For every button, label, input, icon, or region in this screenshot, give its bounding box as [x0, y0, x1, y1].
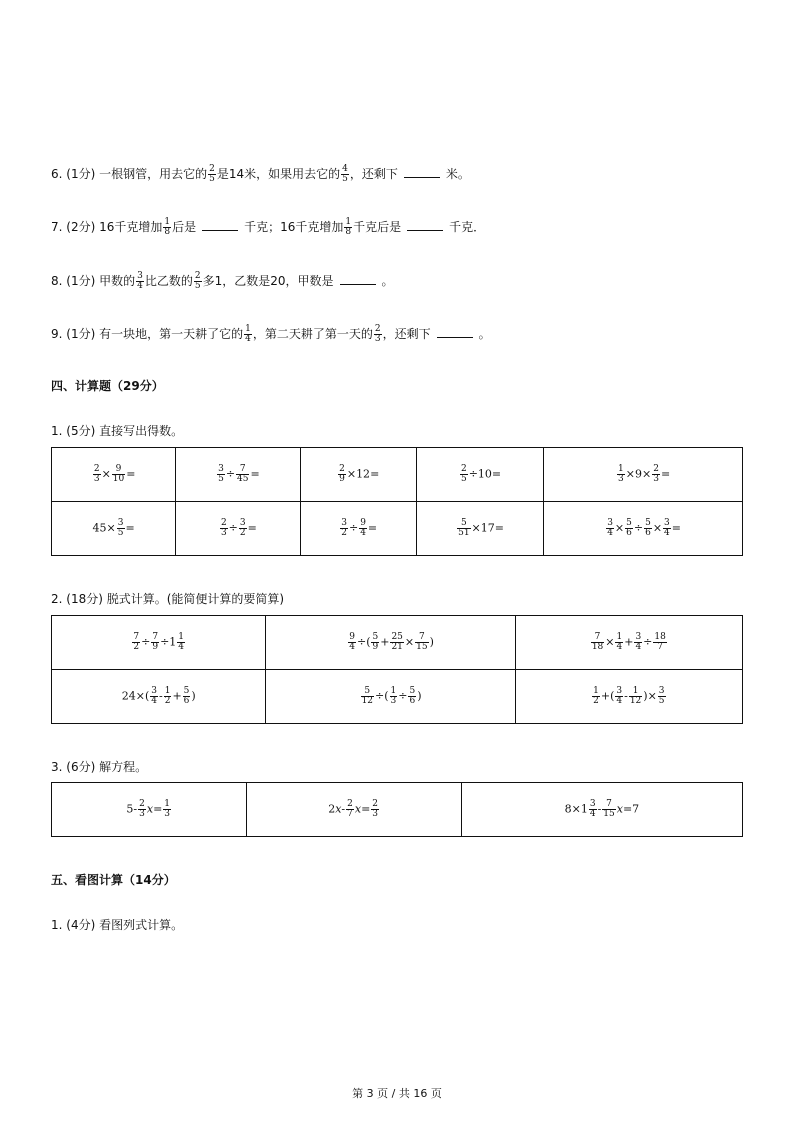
calc-cell: $\frac{3}{2}$ ÷ $\frac{9}{4}$ = — [300, 502, 416, 556]
equation-table — [51, 782, 743, 837]
question-text: 甲数的 — [99, 274, 136, 288]
question-number: 1. — [51, 918, 63, 932]
question-9 — [51, 325, 491, 344]
calc-cell: $\frac{3}{5}$ ÷ $\frac{7}{45}$ = — [176, 448, 300, 502]
question-text: 是14米，如果用去它的 — [216, 167, 341, 181]
question-text: 一根钢管，用去它的 — [99, 167, 208, 181]
question-text: 直接写出得数。 — [99, 424, 184, 438]
question-score: (1分) — [66, 327, 96, 341]
question-text: 有一块地，第一天耕了它的 — [99, 327, 244, 341]
calc-cell: $\frac{9}{4}$ ÷( $\frac{5}{9}$ + $\frac{25}{21}$ × $\frac{7}{15}$ ) — [266, 616, 515, 670]
calc-cell: $\frac{2}{5}$ ÷10= — [416, 448, 543, 502]
fraction: $\frac{2}{5}$ — [209, 164, 215, 184]
calc-cell: $\frac{2}{9}$ ×12= — [300, 448, 416, 502]
question-text: 后是 — [172, 220, 197, 234]
question-text: 。 — [381, 274, 394, 288]
calc-cell: $\frac{3}{4}$ × $\frac{5}{6}$ ÷ $\frac{5}{6}$ × $\frac{3}{4}$ = — [544, 502, 743, 556]
question-4-2 — [51, 590, 284, 608]
step-calc-table — [51, 615, 743, 724]
question-8 — [51, 272, 394, 291]
question-7 — [51, 218, 485, 237]
question-text: ，还剩下 — [349, 167, 398, 181]
calc-cell: $\frac{5}{51}$ ×17= — [416, 502, 543, 556]
calc-cell: 24×( $\frac{3}{4}$ - $\frac{1}{2}$ + $\frac{5}{6}$ ) — [52, 670, 266, 724]
question-4-3 — [51, 758, 147, 776]
calc-cell: $\frac{7}{18}$ × $\frac{1}{4}$ + $\frac{3}{4}$ ÷ $\frac{18}{7}$ — [515, 616, 742, 670]
fraction: $\frac{1}{8}$ — [345, 217, 352, 237]
fraction: $\frac{3}{4}$ — [137, 271, 143, 291]
oral-calc-table — [51, 447, 743, 556]
question-text: 千克后是 — [353, 220, 402, 234]
fraction: $\frac{4}{5}$ — [342, 164, 348, 184]
calc-cell: 5- $\frac{2}{3}$ x= $\frac{1}{3}$ — [52, 783, 247, 837]
question-number: 8. — [51, 274, 63, 288]
question-text: 看图列式计算。 — [99, 918, 184, 932]
question-number: 6. — [51, 167, 63, 181]
question-text: ，还剩下 — [382, 327, 431, 341]
calc-cell: 45× $\frac{3}{5}$ = — [52, 502, 176, 556]
question-score: (5分) — [66, 424, 96, 438]
question-text: 。 — [478, 327, 491, 341]
calc-cell: $\frac{1}{3}$ ×9× $\frac{2}{3}$ = — [544, 448, 743, 502]
fraction: $\frac{1}{8}$ — [164, 217, 171, 237]
calc-cell: 2x- $\frac{2}{7}$ x= $\frac{2}{3}$ — [247, 783, 461, 837]
calc-cell: $\frac{2}{3}$ ÷ $\frac{3}{2}$ = — [176, 502, 300, 556]
question-text: 米。 — [445, 167, 470, 181]
question-number: 9. — [51, 327, 63, 341]
calc-cell: 8×1 $\frac{3}{4}$ - $\frac{7}{15}$ x=7 — [461, 783, 742, 837]
question-5-1 — [51, 916, 183, 934]
page-footer: 第 3 页 / 共 16 页 — [352, 1087, 442, 1100]
calc-cell: $\frac{1}{2}$ +( $\frac{3}{4}$ - $\frac{1}{12}$ )× $\frac{3}{5}$ — [515, 670, 742, 724]
question-text: 比乙数的 — [144, 274, 193, 288]
calc-cell: $\frac{2}{3}$ × $\frac{9}{10}$ = — [52, 448, 176, 502]
question-score: (18分) — [66, 592, 103, 606]
fraction: $\frac{1}{4}$ — [245, 324, 251, 344]
answer-blank[interactable] — [404, 165, 440, 178]
question-text: 16千克增加 — [99, 220, 163, 234]
question-4-1 — [51, 422, 183, 440]
section-title: 四、计算题（29分） — [51, 379, 164, 393]
question-number: 2. — [51, 592, 63, 606]
question-score: (6分) — [66, 760, 96, 774]
section-title: 五、看图计算（14分） — [51, 873, 176, 887]
question-score: (2分) — [66, 220, 96, 234]
answer-blank[interactable] — [407, 218, 443, 231]
question-text: ，第二天耕了第一天的 — [252, 327, 373, 341]
answer-blank[interactable] — [437, 325, 473, 338]
fraction: $\frac{2}{3}$ — [374, 324, 381, 344]
question-text: 解方程。 — [99, 760, 148, 774]
answer-blank[interactable] — [202, 218, 238, 231]
question-text: 千克． — [449, 220, 486, 234]
fraction: $\frac{2}{5}$ — [194, 271, 201, 291]
question-text: 脱式计算。(能简便计算的要简算) — [106, 592, 285, 606]
question-number: 1. — [51, 424, 63, 438]
question-text: 千克；16千克增加 — [244, 220, 344, 234]
answer-blank[interactable] — [340, 272, 376, 285]
question-6 — [51, 165, 470, 184]
question-text: 多1，乙数是20，甲数是 — [202, 274, 334, 288]
calc-cell: $\frac{7}{2}$ ÷ $\frac{7}{9}$ ÷1 $\frac{1}{4}$ — [52, 616, 266, 670]
question-score: (1分) — [66, 274, 96, 288]
question-score: (4分) — [66, 918, 96, 932]
calc-cell: $\frac{5}{12}$ ÷( $\frac{1}{3}$ ÷ $\frac{5}{6}$ ) — [266, 670, 515, 724]
question-score: (1分) — [66, 167, 96, 181]
question-number: 3. — [51, 760, 63, 774]
question-number: 7. — [51, 220, 63, 234]
